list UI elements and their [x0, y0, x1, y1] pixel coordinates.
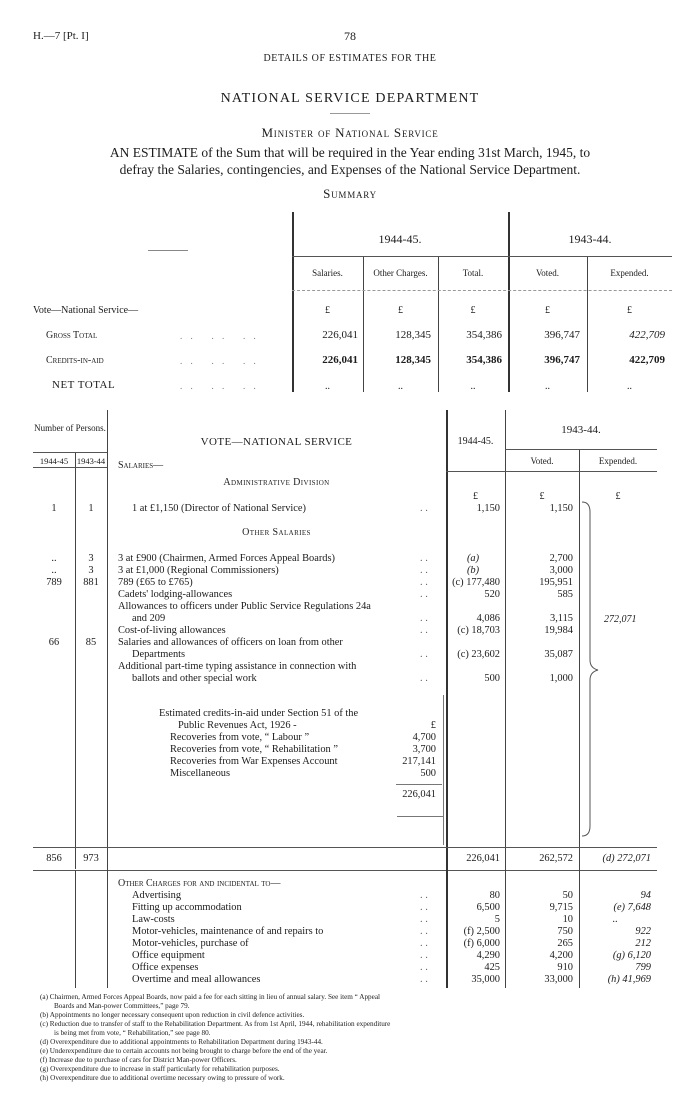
title-rule	[330, 113, 370, 114]
charge-row: Motor-vehicles, purchase of . . (f) 6,000 265 212	[132, 938, 651, 949]
pound-sign: £	[325, 305, 330, 316]
charge-row: Office equipment . . 4,290 4,200 (g) 6,120	[132, 950, 651, 961]
persons-1943-44: 1943-44	[76, 456, 106, 466]
summary-voted: 396,747	[544, 329, 580, 341]
footnote: (f) Increase due to purchase of cars for District Man-power Officers.	[40, 1056, 237, 1064]
summary-total: ..	[470, 381, 476, 392]
expended-header: Expended.	[598, 456, 638, 466]
salary-row: Cost-of-living allowances . . (c) 18,703 19,984	[118, 625, 573, 636]
other-charges-heading: Other Charges for and incidental to—	[118, 878, 281, 889]
col-other-charges: Other Charges.	[373, 268, 428, 278]
summary-salaries: 226,041	[322, 354, 358, 366]
summary-other: ..	[398, 381, 403, 392]
summary-expended: 422,709	[629, 329, 665, 341]
summary-year-1943-44: 1943-44.	[568, 232, 612, 246]
page-number: 78	[344, 29, 356, 43]
footnote: (h) Overexpenditure due to additional overtime necessary owing to pressure of work.	[40, 1074, 285, 1082]
pound-sign: £	[398, 305, 403, 316]
summary-total: 354,386	[466, 354, 502, 366]
admin-division-heading: Administrative Division	[223, 477, 330, 488]
credits-intro: Public Revenues Act, 1926 -	[178, 720, 297, 731]
footnote: Boards and Man-power Committees,” page 79.	[54, 1002, 190, 1010]
dot-leader: . . . . . .	[180, 331, 259, 341]
row-label: Gross Total	[46, 330, 98, 341]
expended-salaries: 272,071	[604, 614, 637, 625]
voted-header: Voted.	[530, 456, 554, 466]
department-title: NATIONAL SERVICE DEPARTMENT	[220, 91, 480, 106]
charge-row: Law-costs . . 5 10 ..	[132, 914, 618, 925]
col-expended: Expended.	[610, 268, 649, 278]
dot-leader: . . . . . .	[180, 381, 259, 391]
summary-salaries: 226,041	[322, 329, 358, 341]
persons-1944-45: 1944-45	[39, 456, 69, 466]
estimate-year: 1944-45.	[457, 436, 494, 447]
salary-row: 1 1 1 at £1,150 (Director of National Service) . . 1,150 1,150	[51, 503, 573, 514]
page-reference: H.—7 [Pt. I]	[33, 30, 89, 42]
charge-row: Office expenses . . 425 910 799	[132, 962, 651, 973]
charge-row: Advertising . . 80 50 94	[132, 890, 651, 901]
charge-row: Overtime and meal allowances . . 35,000 33,000 (h) 41,969	[132, 974, 651, 985]
vote-title: VOTE—NATIONAL SERVICE	[200, 436, 353, 448]
salaries-total-row: 856 973 226,041 262,572 (d) 272,071	[46, 853, 651, 864]
other-salaries-heading: Other Salaries	[242, 527, 311, 538]
footnote: is being met from vote, “ Rehabilitation,” see page 80.	[54, 1029, 211, 1037]
credits-total: 226,041	[402, 789, 436, 800]
salary-row: Additional part-time typing assistance in connection with	[118, 661, 357, 672]
previous-year: 1943-44.	[561, 424, 601, 436]
summary-other: 128,345	[395, 329, 431, 341]
charge-row: Motor-vehicles, maintenance of and repairs to . . (f) 2,500 750 922	[132, 926, 651, 937]
salary-row: 789 881 789 (£65 to £765) . . (c) 177,480 195,951	[46, 577, 573, 588]
summary-expended: 422,709	[629, 354, 665, 366]
pound-sign: £	[615, 491, 621, 502]
pound-sign: £	[473, 491, 478, 502]
brace-bracket	[580, 500, 604, 838]
salaries-heading: Salaries—	[118, 460, 164, 471]
summary-voted: 396,747	[544, 354, 580, 366]
row-label: NET TOTAL	[52, 379, 116, 391]
estimate-line-2: defray the Salaries, contingencies, and Expenses of the National Service Department.	[119, 162, 581, 177]
pound-sign: £	[470, 305, 476, 316]
pound-sign: £	[627, 305, 632, 316]
summary-other: 128,345	[395, 354, 431, 366]
credit-line: Recoveries from War Expenses Account 217,141	[170, 756, 436, 767]
salary-row: and 209 . . 4,086 3,115	[132, 613, 573, 624]
col-voted: Voted.	[535, 268, 560, 278]
salary-row: ballots and other special work . . 500 1,000	[132, 673, 573, 684]
credit-line: Recoveries from vote, “ Labour ” 4,700	[170, 732, 436, 743]
credits-intro: Estimated credits-in-aid under Section 51 of the	[159, 708, 359, 719]
summary-year-1944-45: 1944-45.	[378, 232, 422, 246]
summary-salaries: ..	[325, 381, 330, 392]
dot-leader: . . . . . .	[180, 356, 259, 366]
summary-total: 354,386	[466, 329, 502, 341]
details-heading: DETAILS OF ESTIMATES FOR THE	[263, 53, 437, 64]
col-total: Total.	[462, 268, 484, 278]
footnote: (e) Underexpenditure due to certain accounts not being brought to charge before the end of the year.	[40, 1047, 328, 1055]
pound-sign: £	[539, 491, 545, 502]
footnote: (a) Chairmen, Armed Forces Appeal Boards, now paid a fee for each sitting in lieu of annual salary. See item “ Appeal	[40, 993, 381, 1001]
footnote: (d) Overexpenditure due to additional appointments to Rehabilitation Department during 1943-44.	[40, 1038, 323, 1046]
pound-sign: £	[430, 720, 436, 731]
salary-row: Allowances to officers under Public Service Regulations 24a	[118, 601, 371, 612]
credit-line: Miscellaneous 500	[170, 768, 436, 779]
salary-row: 66 85 Salaries and allowances of officers on loan from other	[48, 637, 343, 648]
col-salaries: Salaries.	[312, 268, 343, 278]
summary-heading: Summary	[323, 186, 377, 201]
summary-voted: ..	[545, 381, 550, 392]
summary-expended: ..	[627, 381, 632, 392]
salary-row: Departments . . (c) 23,602 35,087	[132, 649, 573, 660]
footnote: (c) Reduction due to transfer of staff to the Rehabilitation Department. As from 1st April, 1944, rehabilitation expenditure	[40, 1020, 391, 1028]
pound-sign: £	[545, 305, 550, 316]
charge-row: Fitting up accommodation . . 6,500 9,715 (e) 7,648	[132, 902, 651, 913]
credit-line: Recoveries from vote, “ Rehabilitation ” 3,700	[170, 744, 436, 755]
salary-row: .. 3 3 at £1,000 (Regional Commissioners) . . (b) 3,000	[51, 565, 573, 576]
row-label: Credits-in-aid	[46, 355, 104, 366]
number-of-persons-header: Number of Persons.	[34, 423, 106, 433]
salary-row: .. 3 3 at £900 (Chairmen, Armed Forces Appeal Boards) . . (a) 2,700	[51, 553, 573, 564]
estimate-line-1: AN ESTIMATE of the Sum that will be required in the Year ending 31st March, 1945, to	[109, 145, 591, 160]
minister-heading: Minister of National Service	[261, 125, 439, 140]
vote-label: Vote—National Service—	[33, 305, 139, 316]
salary-row: Cadets' lodging-allowances . . 520 585	[118, 589, 573, 600]
footnote: (b) Appointments no longer necessary consequent upon reduction in civil defence activities.	[40, 1011, 305, 1019]
footnote: (g) Overexpenditure due to increase in staff particularly for rehabilitation purposes.	[40, 1065, 280, 1073]
